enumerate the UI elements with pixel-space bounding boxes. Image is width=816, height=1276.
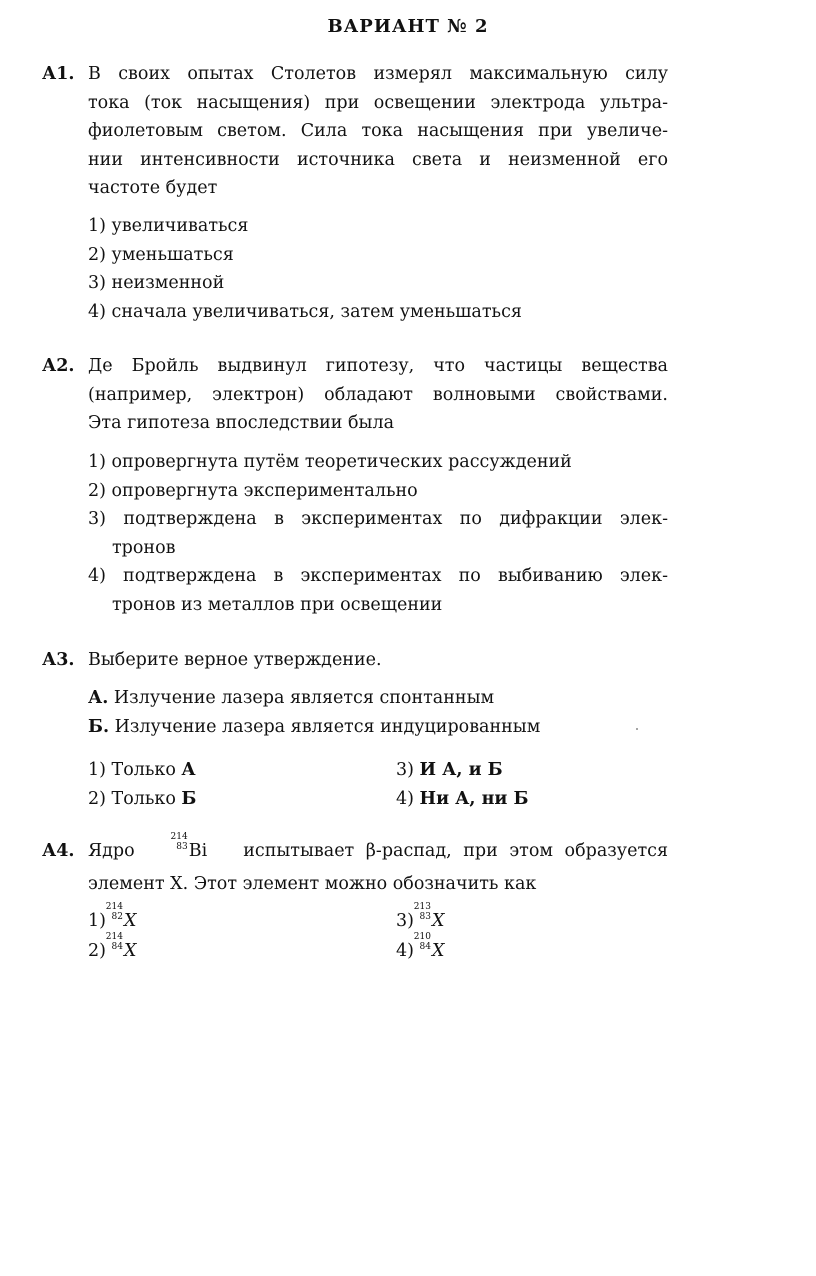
page-title: ВАРИАНТ № 2 bbox=[327, 16, 489, 37]
answer-option bbox=[396, 932, 445, 966]
stem-line: фиолетовым светом. Сила тока насыщения при увеличе- bbox=[88, 121, 668, 141]
answer-option-continuation: тронов bbox=[112, 537, 176, 558]
answer-option-continuation: тронов из металлов при освещении bbox=[112, 594, 443, 615]
stem-text: испытывает β-распад, при этом образуется bbox=[243, 841, 668, 861]
stem-line: Де Бройль выдвинул гипотезу, что частицы вещества bbox=[88, 356, 668, 376]
question-stem bbox=[88, 60, 668, 203]
option-text: 4) bbox=[396, 788, 420, 809]
stem-text: Ядро bbox=[88, 841, 135, 861]
answer-row bbox=[88, 785, 668, 814]
stem-line: нии интенсивности источника света и неизменной его bbox=[88, 149, 668, 170]
stem-line: Эта гипотеза впоследствии была bbox=[88, 413, 395, 433]
option-label: 2) bbox=[88, 941, 106, 961]
option-bold: И А, и Б bbox=[419, 760, 503, 780]
nuclide-bi bbox=[170, 832, 208, 870]
answer-option: 3) неизменной bbox=[88, 273, 225, 293]
mass-number: 210 bbox=[413, 932, 431, 942]
stem-line: тока (ток насыщения) при освещении электрода ультра- bbox=[88, 92, 668, 113]
scan-speck bbox=[636, 728, 638, 730]
option-text: 2) Только bbox=[88, 788, 182, 809]
option-bold: Б bbox=[181, 788, 197, 809]
answer-option bbox=[88, 760, 196, 780]
answer-row bbox=[88, 756, 668, 785]
stem-line: В своих опытах Столетов измерял максимальную силу bbox=[88, 64, 668, 84]
statement-label: А. bbox=[88, 688, 109, 708]
option-label: 4) bbox=[396, 941, 414, 961]
element-symbol: Bi bbox=[188, 841, 208, 861]
answer-option: 4) сначала увеличиваться, затем уменьшаться bbox=[88, 301, 522, 322]
element-symbol: X bbox=[431, 941, 445, 961]
question-number: А4. bbox=[42, 841, 75, 861]
question-number: А3. bbox=[42, 650, 75, 670]
element-symbol: X bbox=[431, 911, 445, 931]
statements bbox=[88, 684, 668, 741]
answer-row bbox=[88, 902, 668, 936]
stem-line bbox=[88, 832, 668, 870]
element-symbol: X bbox=[123, 941, 137, 961]
statement-text: Излучение лазера является спонтанным bbox=[108, 688, 495, 708]
answer-option: 3) подтверждена в экспериментах по дифракции элек- bbox=[88, 509, 668, 529]
answer-options bbox=[88, 448, 668, 619]
answer-option bbox=[396, 785, 528, 814]
answer-option bbox=[396, 756, 503, 785]
charge-number: 83 bbox=[176, 842, 188, 852]
answer-option: 4) подтверждена в экспериментах по выбиванию элек- bbox=[88, 566, 668, 586]
answer-option: 1) опровергнута путём теоретических рассуждений bbox=[88, 452, 572, 472]
stem-line: Выберите верное утверждение. bbox=[88, 650, 382, 670]
option-bold: А bbox=[181, 760, 196, 780]
answer-options bbox=[88, 756, 668, 813]
charge-number: 82 bbox=[111, 912, 123, 922]
question-stem bbox=[88, 646, 668, 675]
answer-option bbox=[88, 902, 137, 931]
answer-options bbox=[88, 902, 668, 966]
answer-row bbox=[88, 932, 668, 966]
charge-number: 84 bbox=[111, 942, 123, 952]
statement-label: Б. bbox=[88, 716, 110, 737]
option-label: 1) bbox=[88, 911, 106, 931]
mass-number: 213 bbox=[413, 902, 431, 912]
charge-number: 84 bbox=[419, 942, 431, 952]
question-number: А2. bbox=[42, 356, 75, 376]
question-stem bbox=[88, 832, 668, 899]
statement-a bbox=[88, 684, 668, 713]
answer-option: 2) уменьшаться bbox=[88, 244, 234, 265]
option-text: 3) bbox=[396, 760, 420, 780]
question-number: А1. bbox=[42, 64, 75, 84]
mass-number: 214 bbox=[105, 902, 123, 912]
statement-text: Излучение лазера является индуцированным bbox=[109, 716, 541, 737]
question-stem bbox=[88, 352, 668, 438]
stem-line: (например, электрон) обладают волновыми свойствами. bbox=[88, 384, 668, 405]
stem-line: частоте будет bbox=[88, 178, 218, 198]
answer-option: 2) опровергнута экспериментально bbox=[88, 480, 418, 501]
answer-option: 1) увеличиваться bbox=[88, 216, 249, 236]
statement-b bbox=[88, 713, 668, 742]
option-label: 3) bbox=[396, 911, 414, 931]
mass-number: 214 bbox=[105, 932, 123, 942]
option-text: 1) Только bbox=[88, 760, 182, 780]
answer-options bbox=[88, 212, 668, 326]
mass-number: 214 bbox=[170, 832, 188, 842]
option-bold: Ни А, ни Б bbox=[419, 788, 529, 809]
answer-option bbox=[88, 789, 196, 809]
stem-line: элемент X. Этот элемент можно обозначить как bbox=[88, 874, 537, 894]
charge-number: 83 bbox=[419, 912, 431, 922]
element-symbol: X bbox=[123, 911, 137, 931]
answer-option bbox=[88, 932, 137, 961]
